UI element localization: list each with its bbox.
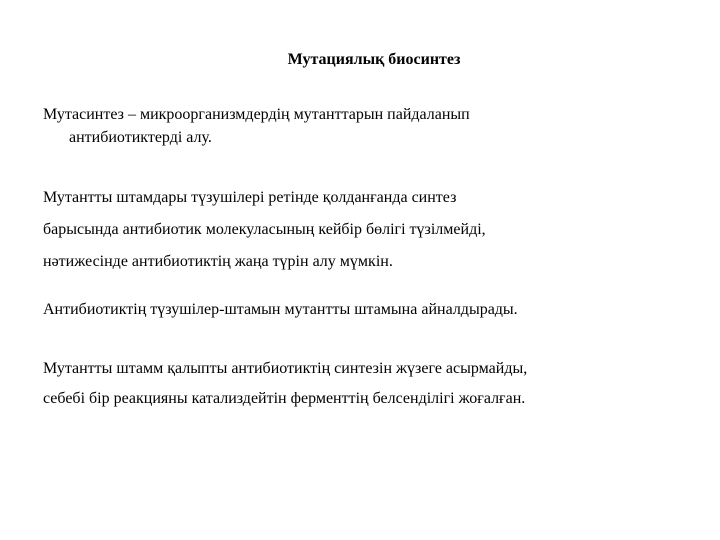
text-line: антибиотиктерді алу. (69, 129, 212, 146)
slide-title: Мутациялық биосинтез (287, 51, 461, 68)
paragraph-mutant-strains (43, 182, 703, 278)
paragraph-strain-conversion (43, 300, 703, 320)
text-line: себебі бір реакцияны катализдейтін ферменттің белсенділігі жоғалған. (43, 390, 526, 407)
text-line: барысында антибиотик молекуласының кейбір бөлігі түзілмейді, (43, 221, 486, 238)
paragraph-enzyme-activity (43, 354, 703, 414)
text-line: Мутантты штамдары түзушілері ретінде қолданғанда синтез (43, 189, 457, 206)
text-line: Мутасинтез – микроорганизмдердің мутанттарын пайдаланып (43, 106, 470, 123)
text-line: Мутантты штамм қалыпты антибиотиктің синтезін жүзеге асырмайды, (43, 360, 528, 377)
text-line: Антибиотиктің түзушілер-штамын мутантты штамына айналдырады. (43, 301, 518, 318)
paragraph-mutasynthesis-definition (43, 103, 703, 149)
text-line: нәтижесінде антибиотиктің жаңа түрін алу мүмкін. (43, 253, 393, 270)
